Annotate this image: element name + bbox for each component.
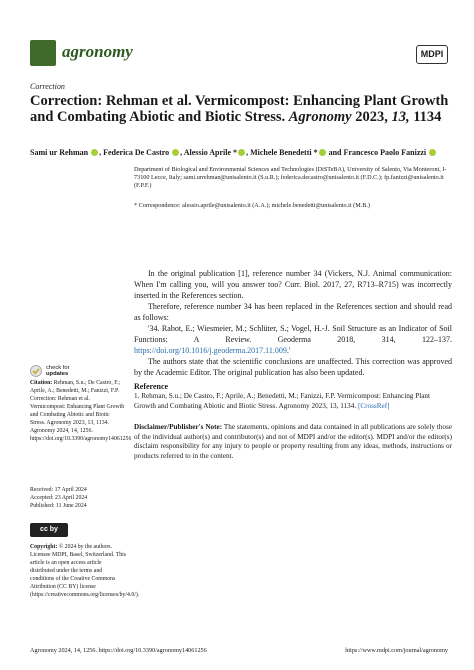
orcid-icon[interactable] bbox=[172, 149, 179, 156]
disclaimer: Disclaimer/Publisher's Note: The statements, opinions and data contained in all publications are solely those of the individual author(s) and contributor(s) and not of MDPI and/or the editor(s). MDPI and/or the editor(s) disclaim responsibility for any injury to people or property resulting from any ideas, methods, instructions or products referred to in the content. bbox=[134, 423, 452, 460]
check-updates-icon bbox=[30, 365, 42, 377]
author-list: Sami ur Rehman , Federica De Castro , Alessio Aprile * , Michele Benedetti * and Francesco Paolo Fanizzi bbox=[30, 148, 460, 157]
publication-dates bbox=[30, 486, 126, 510]
page-footer bbox=[30, 647, 448, 654]
author-name: and Francesco Paolo Fanizzi bbox=[328, 148, 427, 157]
check-for-updates-button[interactable]: check for updates bbox=[30, 362, 70, 380]
author-name: Alessio Aprile * bbox=[183, 148, 238, 157]
affiliation: Department of Biological and Environmental Sciences and Technologies (DiSTeBA), University of Salento, Via Monteroni, I-73100 Lecce, Italy; sami.urrehman@unisalento.it (S.u.R.); federica.decastro@unisalento.it (F.D.C.); fp.fanizzi@unisalento.it (F.P.F.) bbox=[134, 166, 447, 189]
body-paragraph: The authors state that the scientific conclusions are unaffected. This correction was approved by the Academic Editor. The original publication has also been updated. bbox=[134, 357, 452, 377]
correspondence: * Correspondence: alessio.aprile@unisalento.it (A.A.); michele.benedetti@unisalento.it (M.B.) bbox=[134, 202, 370, 209]
received-date: Received: 17 April 2024 bbox=[30, 487, 87, 493]
doi-link[interactable]: https://doi.org/10.1016/j.geoderma.2017.11.009 bbox=[134, 346, 287, 355]
page-title bbox=[30, 93, 450, 125]
journal-name: agronomy bbox=[62, 42, 133, 61]
orcid-icon[interactable] bbox=[238, 149, 245, 156]
title-main: Correction: Rehman et al. Vermicompost: Enhancing Plant Growth and Combating Abiotic and Biotic Stress. bbox=[30, 93, 449, 125]
body-paragraph: Therefore, reference number 34 has been replaced in the References section and should read as follows: bbox=[134, 302, 452, 322]
title-volume: 13, bbox=[391, 109, 410, 125]
body-paragraph: '34. Rabot, E.; Wiesmeier, M.; Schlüter, S.; Vogel, H.-J. Soil Structure as an Indicator of Soil Functions: A Review. Geoderma 2018, 314, 122–137. https://doi.org/10.1016/j.geoderma.2017.11.009.' bbox=[134, 324, 452, 355]
published-date: Published: 11 June 2024 bbox=[30, 503, 87, 509]
accepted-date: Accepted: 23 April 2024 bbox=[30, 495, 88, 501]
body-paragraph: In the original publication [1], reference number 34 (Vickers, N.J. Animal communication: When I'm calling you, will you answer too? Curr. Biol. 2017, 27, R713–R715) was incorrectly inserted in the References section. bbox=[134, 269, 452, 300]
title-journal: Agronomy bbox=[288, 109, 352, 125]
journal-logo-icon bbox=[30, 40, 56, 66]
copyright: Copyright: © 2024 by the authors. Licensee MDPI, Basel, Switzerland. This article is an open access article distributed under the terms and conditions of the Creative Commons Attribution (CC BY) license (https://creativecommons.org/licenses/by/4.0/). bbox=[30, 544, 140, 598]
footer-citation: Agronomy 2024, 14, 1256. https://doi.org/10.3390/agronomy14061256 bbox=[30, 647, 207, 654]
orcid-icon[interactable] bbox=[319, 149, 326, 156]
article-body bbox=[134, 268, 452, 378]
footer-journal-url[interactable]: https://www.mdpi.com/journal/agronomy bbox=[345, 647, 448, 654]
reference-item: 1. Rehman, S.u.; De Castro, F.; Aprile, A.; Benedetti, M.; Fanizzi, F.P. Vermicompost: Enhancing Plant Growth and Combating Abiotic and Biotic Stress. Agronomy 2023, 13, 1134. [CrossRef] bbox=[134, 392, 430, 410]
orcid-icon[interactable] bbox=[91, 149, 98, 156]
author-name: Sami ur Rehman bbox=[30, 148, 89, 157]
title-page: 1134 bbox=[413, 109, 442, 125]
title-year: 2023, bbox=[355, 109, 388, 125]
mdpi-logo: MDPI bbox=[416, 45, 448, 64]
cc-by-license-icon[interactable]: cc by bbox=[30, 523, 68, 537]
citation: Citation: Rehman, S.u.; De Castro, F.; Aprile, A.; Benedetti, M.; Fanizzi, F.P. Correction: Rehman et al. Vermicompost: Enhancing Plant Growth and Combating Abiotic and Biotic Stress. Agronomy 2023, 13, 1134. Agronomy 2024, 14, 1256. https://doi.org/10.3390/agronomy14061256 bbox=[30, 380, 132, 442]
crossref-link[interactable]: [CrossRef] bbox=[357, 401, 390, 410]
orcid-icon[interactable] bbox=[429, 149, 436, 156]
author-name: Michele Benedetti * bbox=[250, 148, 318, 157]
article-type: Correction bbox=[30, 82, 65, 91]
references-heading: Reference bbox=[134, 382, 169, 391]
author-name: Federica De Castro bbox=[103, 148, 170, 157]
